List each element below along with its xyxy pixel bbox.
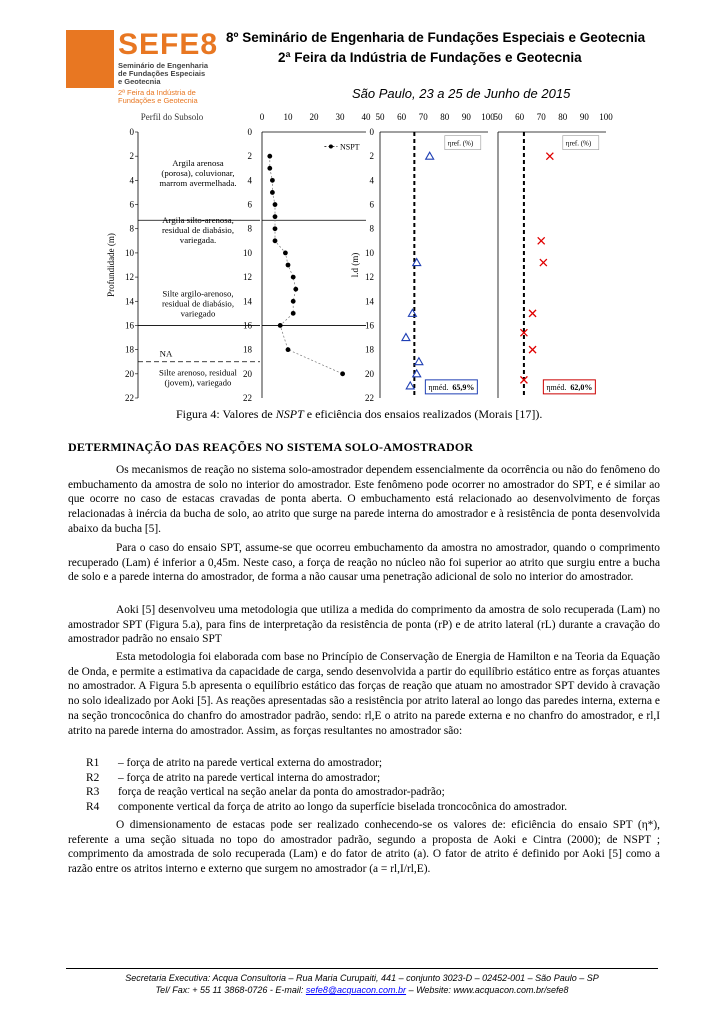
reaction-list bbox=[86, 756, 567, 814]
layer-description: variegada. bbox=[179, 234, 217, 245]
nspt-tick-label: 10 bbox=[283, 112, 293, 122]
layer-description: residual de diabásio, bbox=[161, 224, 235, 235]
eff-point-triangle bbox=[406, 382, 414, 389]
eff-ylabel: l.d (m) bbox=[350, 252, 360, 278]
eff-depth-tick-label: 12 bbox=[365, 272, 374, 283]
figure-4 bbox=[100, 108, 613, 406]
eff-depth-tick-label: 20 bbox=[365, 368, 374, 379]
depth-tick-label: 10 bbox=[125, 247, 134, 258]
layer-description: marrom avermelhada. bbox=[159, 178, 237, 189]
footer-divider bbox=[66, 968, 658, 969]
list-item: R1 – força de atrito na parede vertical externa do amostrador; bbox=[86, 757, 383, 769]
section-title: DETERMINAÇÃO DAS REAÇÕES NO SISTEMA SOLO-AMOSTRADOR bbox=[68, 440, 474, 454]
eff-point-cross bbox=[538, 237, 545, 244]
figure-caption: Figura 4: Valores de NSPT e eficiência dos ensaios realizados (Morais [17]). bbox=[176, 407, 543, 421]
nspt-point bbox=[286, 347, 291, 352]
eff-tick-label: 60 bbox=[515, 112, 525, 122]
nspt-depth-tick-label: 8 bbox=[247, 223, 252, 234]
paragraph-3: Aoki [5] desenvolveu uma metodologia que utiliza a medida do comprimento da amostra de solo recuperada (Lam) no amostrador SPT (Figura 5.a), para fins de interpretação da resistência de ponta (rP) e de atrito lateral (rL) durante a cravação do amostrador padrão no ensaio SPT bbox=[68, 604, 660, 646]
nspt-point bbox=[291, 311, 296, 316]
profile-ylabel: Profundidade (m) bbox=[106, 233, 116, 297]
eff-tick-label: 90 bbox=[579, 112, 589, 122]
nspt-depth-tick-label: 6 bbox=[247, 199, 252, 210]
nspt-point bbox=[293, 287, 298, 292]
logo-subtitle-4: 2ª Feira da Indústria de bbox=[118, 88, 196, 97]
header-title: 8º Seminário de Engenharia de Fundações Especiais e Geotecnia bbox=[226, 30, 646, 45]
footer-address: Secretaria Executiva: Acqua Consultoria – Rua Maria Curupaiti, 441 – conjunto 3023-D – 02452-001 – São Paulo – SP bbox=[125, 973, 599, 983]
nspt-depth-tick-label: 4 bbox=[247, 175, 252, 186]
header-date: São Paulo, 23 a 25 de Junho de 2015 bbox=[352, 86, 571, 101]
nspt-point bbox=[267, 154, 272, 159]
nspt-depth-tick-label: 0 bbox=[247, 127, 252, 137]
eff-depth-tick-label: 22 bbox=[365, 393, 374, 403]
eff-point-triangle bbox=[415, 358, 423, 365]
eff-tick-label: 50 bbox=[493, 112, 503, 122]
layer-description: variegado bbox=[180, 308, 216, 319]
nspt-point bbox=[267, 166, 272, 171]
eff-depth-tick-label: 4 bbox=[369, 175, 374, 186]
nspt-legend-marker bbox=[329, 145, 333, 149]
logo-subtitle-3: e Geotecnia bbox=[118, 77, 161, 86]
layer-description: residual de diabásio, bbox=[161, 298, 235, 309]
nspt-point bbox=[270, 178, 275, 183]
eff-tick-label: 80 bbox=[558, 112, 568, 122]
nspt-depth-tick-label: 18 bbox=[243, 344, 252, 355]
layer-description: Silte argilo-arenoso, bbox=[162, 288, 234, 299]
nspt-point bbox=[286, 263, 291, 268]
eff-mean-label: ηméd. bbox=[546, 382, 567, 392]
nspt-point bbox=[283, 251, 288, 256]
logo-mark bbox=[66, 30, 114, 88]
eff-tick-label: 100 bbox=[481, 112, 495, 122]
eff-tick-label: 50 bbox=[375, 112, 385, 122]
nspt-point bbox=[273, 202, 278, 207]
eff-tick-label: 80 bbox=[440, 112, 450, 122]
nspt-point bbox=[270, 190, 275, 195]
layer-description: Argila arenosa bbox=[172, 158, 224, 169]
eff-tick-label: 70 bbox=[418, 112, 428, 122]
soil-profile-panel bbox=[106, 112, 260, 403]
eff-point-triangle bbox=[402, 334, 410, 341]
eff-point-cross bbox=[540, 259, 547, 266]
eff-depth-tick-label: 10 bbox=[365, 247, 374, 258]
logo-subtitle-5: Fundações e Geotecnia bbox=[118, 96, 198, 105]
eff-depth-tick-label: 2 bbox=[369, 151, 374, 162]
nspt-tick-label: 20 bbox=[309, 112, 319, 122]
paragraph-1: Os mecanismos de reação no sistema solo-amostrador dependem essencialmente da ocorrência ou não do fenômeno do embuchamento da amostra de solo no interior do amostrador. Este fenômeno pode ocorrer no amostrador do SPT, e é similar ao que ocorre no caso de estacas cravadas de ponta aberta. O embuchamento está relacionado ao desenvolvimento de forças relacionadas à inércia da bucha de solo, ao atrito que surge na parede interna do amostrador e à resistência de ponta desenvolvida abaixo da bucha [5]. bbox=[68, 464, 660, 535]
paragraph-2: Para o caso do ensaio SPT, assume-se que ocorreu embuchamento da amostra no amostrador, quando o comprimento recuperado (Lam) é inferior a 0,45m. Neste caso, a força de reação no núcleo não foi superior ao atrito que surgiu entre a bucha de solo e a parede interna do amostrador, de forma a não causar uma penetração adicional de solo no interior do amostrador. bbox=[68, 542, 660, 584]
eff-tick-label: 100 bbox=[599, 112, 613, 122]
layer-description: Argila silto-arenosa, bbox=[162, 214, 234, 225]
footer-email-link[interactable]: sefe8@acquacon.com.br bbox=[305, 985, 407, 995]
nspt-point bbox=[273, 214, 278, 219]
layer-description: (porosa), coluvionar, bbox=[161, 168, 235, 179]
eff-depth-tick-label: 16 bbox=[365, 320, 374, 331]
eff-depth-tick-label: 6 bbox=[369, 199, 374, 210]
nspt-point bbox=[291, 299, 296, 304]
nspt-tick-label: 30 bbox=[335, 112, 345, 122]
list-item: R2 – força de atrito na parede vertical interna do amostrador; bbox=[86, 771, 381, 784]
nspt-legend-label: NSPT bbox=[340, 142, 360, 152]
paragraph-5: O dimensionamento de estacas pode ser realizado conhecendo-se os valores de: eficiência do ensaio SPT (η*), referente a uma seção situada no topo do amostrador padrão, segundo a proposta de Aoki e Cintra (2000); de NSPT ; comprimento da amostrada de solo recuperada (Lam) e do fator de atrito (a). O fator de atrito é definido por Aoki [5] como a razão entre os atritos interno e externo que surgem no amostrador (a = rl,I/rl,E). bbox=[68, 819, 660, 876]
nspt-point bbox=[273, 238, 278, 243]
depth-tick-label: 2 bbox=[129, 151, 134, 162]
depth-tick-label: 6 bbox=[129, 199, 134, 210]
profile-title: Perfil do Subsolo bbox=[140, 112, 204, 122]
eff-depth-tick-label: 8 bbox=[369, 223, 374, 234]
efficiency-chart bbox=[350, 112, 613, 403]
eff-tick-label: 90 bbox=[461, 112, 471, 122]
eff-point-cross bbox=[529, 310, 536, 317]
nspt-tick-label: 0 bbox=[259, 112, 265, 122]
nspt-depth-tick-label: 14 bbox=[243, 296, 252, 307]
nspt-depth-tick-label: 16 bbox=[243, 320, 252, 331]
list-item: R3 força de reação vertical na seção anelar da ponta do amostrador-padrão; bbox=[86, 786, 445, 799]
eff-mean-label: ηméd. bbox=[428, 382, 449, 392]
depth-tick-label: 4 bbox=[129, 175, 134, 186]
eff-depth-tick-label: 14 bbox=[365, 296, 374, 307]
eff-point-cross bbox=[529, 346, 536, 353]
eff-legend-label: ηref. (%) bbox=[447, 139, 474, 148]
depth-tick-label: 18 bbox=[125, 344, 134, 355]
eff-point-cross bbox=[546, 153, 553, 160]
depth-tick-label: 12 bbox=[125, 272, 134, 283]
depth-tick-label: 8 bbox=[129, 223, 134, 234]
nspt-depth-tick-label: 20 bbox=[243, 368, 252, 379]
nspt-depth-tick-label: 22 bbox=[243, 393, 252, 403]
eff-depth-tick-label: 18 bbox=[365, 344, 374, 355]
nspt-point bbox=[291, 275, 296, 280]
nspt-series-line bbox=[270, 156, 343, 374]
nspt-point bbox=[340, 371, 345, 376]
depth-tick-label: 0 bbox=[129, 127, 134, 137]
logo-subtitle-2: de Fundações Especiais bbox=[118, 69, 206, 78]
footer-contact: Tel/ Fax: + 55 11 3868-0726 - E-mail: sefe8@acquacon.com.br – Website: www.acquacon.com.br/sefe8 bbox=[155, 985, 569, 995]
nspt-depth-tick-label: 12 bbox=[243, 272, 252, 283]
depth-tick-label: 16 bbox=[125, 320, 134, 331]
layer-description: (jovem), variegado bbox=[164, 377, 232, 388]
eff-mean-value: 62,0% bbox=[570, 382, 593, 392]
nspt-depth-tick-label: 10 bbox=[243, 247, 252, 258]
paragraph-4: Esta metodologia foi elaborada com base no Princípio de Conservação de Energia de Hamilton e na Teoria da Equação de Onda, e permite a estimativa da capacidade de carga, sendo desenvolvida a partir do equilíbrio estático entre as forças atuantes no amostrador. A Figura 5.b apresenta o equilíbrio estático das forças de reação que atuam no amostrador SPT devido à cravação no solo idealizado por Aoki [5]. As reações apresentadas são a resistência por atrito lateral ao longo das paredes interna, externa e na seção troncocônica do chanfro do amostrador padrão, sendo: rl,E o atrito na parede externa e no chanfro do amostrador, e rl,I atrito na parede interna do amostrador. Assim, as forças resultantes no amostrador são: bbox=[68, 651, 660, 737]
eff-point-triangle bbox=[426, 152, 434, 159]
list-item: R4 componente vertical da força de atrito ao longo da superfície biselada troncocônica do amostrador. bbox=[86, 800, 568, 813]
logo-wordmark: SEFE8 bbox=[118, 28, 219, 61]
layer-description: Silte arenoso, residual bbox=[159, 367, 237, 378]
nspt-point bbox=[273, 226, 278, 231]
depth-tick-label: 20 bbox=[125, 368, 134, 379]
eff-tick-label: 60 bbox=[397, 112, 407, 122]
depth-tick-label: 22 bbox=[125, 393, 134, 403]
logo-subtitle-1: Seminário de Engenharia bbox=[118, 61, 209, 70]
eff-mean-value: 65,9% bbox=[452, 382, 475, 392]
header-subtitle: 2ª Feira da Indústria de Fundações e Geotecnia bbox=[278, 50, 582, 65]
eff-tick-label: 70 bbox=[536, 112, 546, 122]
nspt-tick-label: 40 bbox=[361, 112, 371, 122]
eff-legend-label: ηref. (%) bbox=[565, 139, 592, 148]
eff-depth-tick-label: 0 bbox=[369, 127, 374, 137]
depth-tick-label: 14 bbox=[125, 296, 134, 307]
water-level-label: NA bbox=[159, 348, 173, 359]
nspt-point bbox=[278, 323, 283, 328]
nspt-depth-tick-label: 2 bbox=[247, 151, 252, 162]
